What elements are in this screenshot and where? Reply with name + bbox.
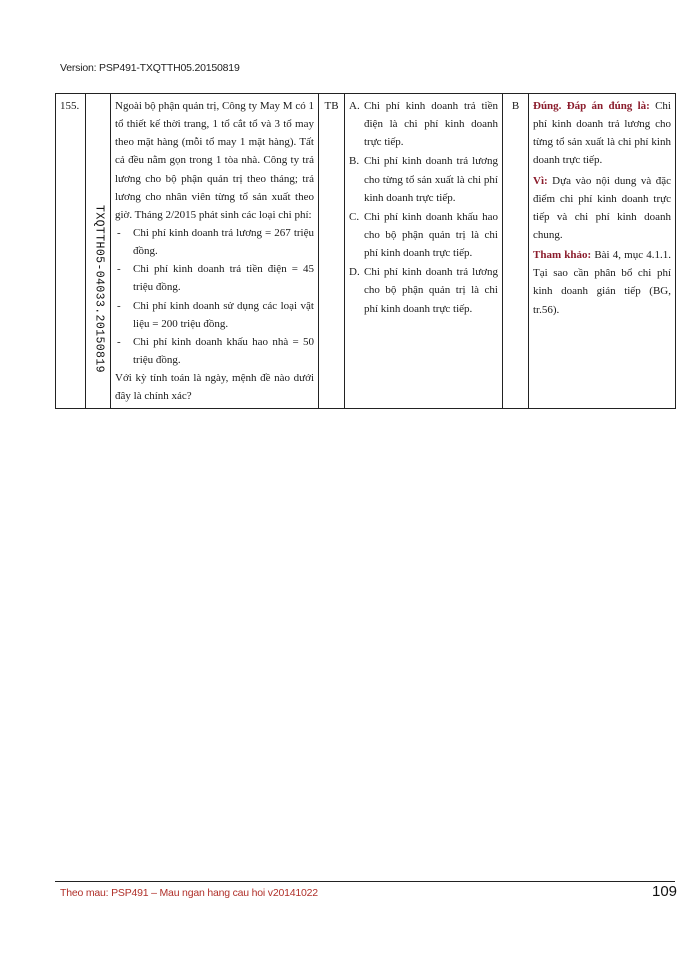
reference-text: Bài 4, mục 4.1.1. Tại sao cần phân bổ chi phí kinh doanh gián tiếp (BG, tr.56).	[533, 249, 671, 316]
list-item: - Chi phí kinh doanh trả lương = 267 triệu đồng.	[115, 224, 314, 260]
option-text: Chi phí kinh doanh trả lương cho từng tổ sản xuất là chi phí kinh doanh trực tiếp.	[364, 155, 498, 204]
list-item: - Chi phí kinh doanh khấu hao nhà = 50 triệu đồng.	[115, 333, 314, 369]
page-number: 109	[652, 883, 678, 900]
question-closing: Với kỳ tính toán là ngày, mệnh đề nào dưới đây là chính xác?	[115, 372, 314, 403]
difficulty-level: TB	[319, 94, 345, 409]
option-text: Chi phí kinh doanh khấu hao cho bộ phận quản trị là chi phí kinh doanh trực tiếp.	[364, 210, 498, 260]
cost-item: Chi phí kinh doanh trả tiền điện = 45 triệu đồng.	[133, 263, 314, 294]
option-letter: D.	[349, 266, 360, 279]
list-item: - Chi phí kinh doanh trả tiền điện = 45 triệu đồng.	[115, 260, 314, 296]
footer-template-label: Theo mau: PSP491 – Mau ngan hang cau hoi v20141022	[60, 887, 318, 899]
question-code: TXQTTH05-04033.20150819	[92, 205, 106, 373]
list-item: - Chi phí kinh doanh sử dụng các loại vật liệu = 200 triệu đồng.	[115, 297, 314, 333]
options-cell	[345, 94, 503, 409]
question-stem-cell	[111, 94, 319, 409]
option-letter: C.	[349, 210, 360, 223]
explanation-reference	[533, 246, 671, 319]
correct-text: Chi phí kinh doanh trả lương cho từng tổ sản xuất là chi phí kinh doanh trực tiếp.	[533, 100, 671, 167]
version-label: Version: PSP491-TXQTTH05.20150819	[60, 62, 240, 74]
option-letter: B.	[349, 155, 360, 168]
question-number: 155.	[56, 94, 86, 409]
option-letter: A.	[349, 100, 360, 112]
reference-label: Tham khảo:	[533, 249, 592, 262]
cost-item: Chi phí kinh doanh trả lương = 267 triệu đồng.	[133, 226, 314, 258]
explanation-cell	[529, 94, 676, 409]
reason-label: Vì:	[533, 174, 548, 187]
question-stem: Ngoài bộ phận quản trị, Công ty May M có 1 tổ thiết kế thời trang, 1 tổ cắt tổ và 3 tổ may theo mặt hàng (mỗi tổ may 1 mặt hàng). Tất cả đều nằm gọn trong 1 tòa nhà. Công ty trả lương cho bộ phận quản trị theo tháng; trả lương cho nhân viên từng tổ sản xuất theo giờ. Tháng 2/2015 phát sinh các loại chi phí:	[115, 100, 314, 221]
correct-answer: B	[503, 94, 529, 409]
footer-divider	[55, 881, 675, 882]
option-d	[349, 263, 498, 317]
explanation-reason	[533, 172, 671, 245]
correct-label: Đúng. Đáp án đúng là:	[533, 100, 650, 112]
cost-item: Chi phí kinh doanh khấu hao nhà = 50 triệu đồng.	[133, 335, 314, 366]
cost-item: Chi phí kinh doanh sử dụng các loại vật liệu = 200 triệu đồng.	[133, 299, 314, 330]
option-text: Chi phí kinh doanh trả tiền điện là chi phí kinh doanh trực tiếp.	[364, 100, 498, 149]
option-a	[349, 97, 498, 151]
option-b	[349, 152, 498, 206]
question-table	[55, 93, 676, 409]
table-row	[56, 94, 676, 409]
option-c	[349, 208, 498, 262]
reason-text: Dựa vào nội dung và đặc điểm chi phí kinh doanh trực tiếp và chi phí kinh doanh chung.	[533, 174, 672, 241]
explanation-correct	[533, 97, 671, 170]
option-text: Chi phí kinh doanh trả lương cho bộ phận quản trị là chi phí kinh doanh trực tiếp.	[364, 266, 498, 315]
question-code-cell	[86, 94, 111, 409]
